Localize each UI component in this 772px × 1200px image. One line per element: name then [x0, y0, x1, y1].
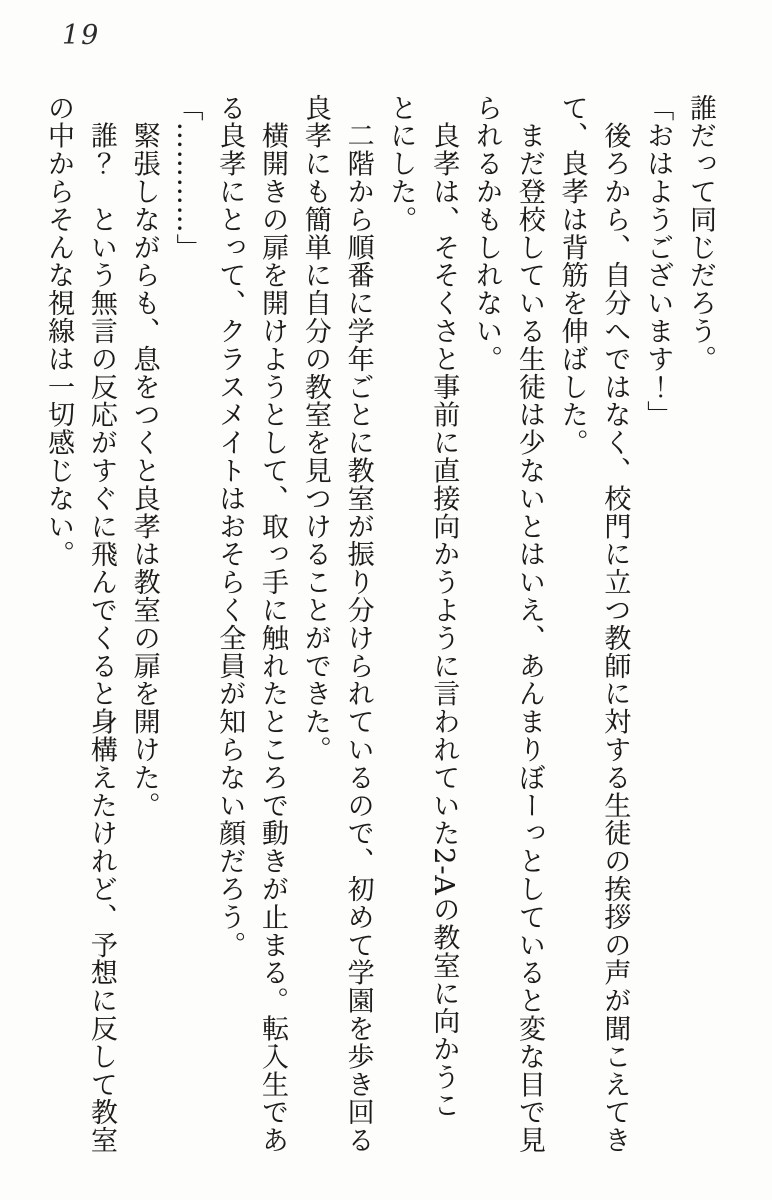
text-line: まだ登校している生徒は少ないとはいえ、あんまりぼーっとしていると変な目で見: [513, 94, 545, 1155]
text-line: 緊張しながらも、息をつくと良孝は教室の扉を開けた。: [128, 94, 160, 820]
text-line: て、良孝は背筋を伸ばした。: [556, 94, 588, 457]
body-text: [36, 94, 721, 1156]
text-line: 良孝は、そそくさと事前に直接向かうように言われていた2-Aの教室に向かうこ: [428, 94, 460, 1119]
page-number: 19: [62, 20, 101, 51]
text-line: られるかもしれない。: [471, 94, 503, 373]
text-line: る良孝にとって、クラスメイトはおそらく全員が知らない顔だろう。: [214, 94, 246, 959]
text-line: 誰だって同じだろう。: [685, 94, 716, 373]
text-line: 良孝にも簡単に自分の教室を見つけることができた。: [299, 94, 331, 764]
text-line: 「おはようございます！」: [642, 94, 674, 429]
text-line: 誰？ という無言の反応がすぐに飛んでくると身構えたけれど、予想に反して教室: [85, 94, 117, 1155]
text-line: 「…………」: [171, 94, 203, 262]
text-line: とにした。: [385, 94, 417, 234]
text-line: の中からそんな視線は一切感じない。: [43, 94, 75, 569]
text-line: 二階から順番に学年ごとに教室が振り分けられているので、初めて学園を歩き回る: [342, 94, 374, 1155]
text-line: 後ろから、自分へではなく、校門に立つ教師に対する生徒の挨拶の声が聞こえてき: [599, 94, 631, 1155]
text-line: 横開きの扉を開けようとして、取っ手に触れたところで動きが止まる。転入生であ: [257, 94, 289, 1155]
